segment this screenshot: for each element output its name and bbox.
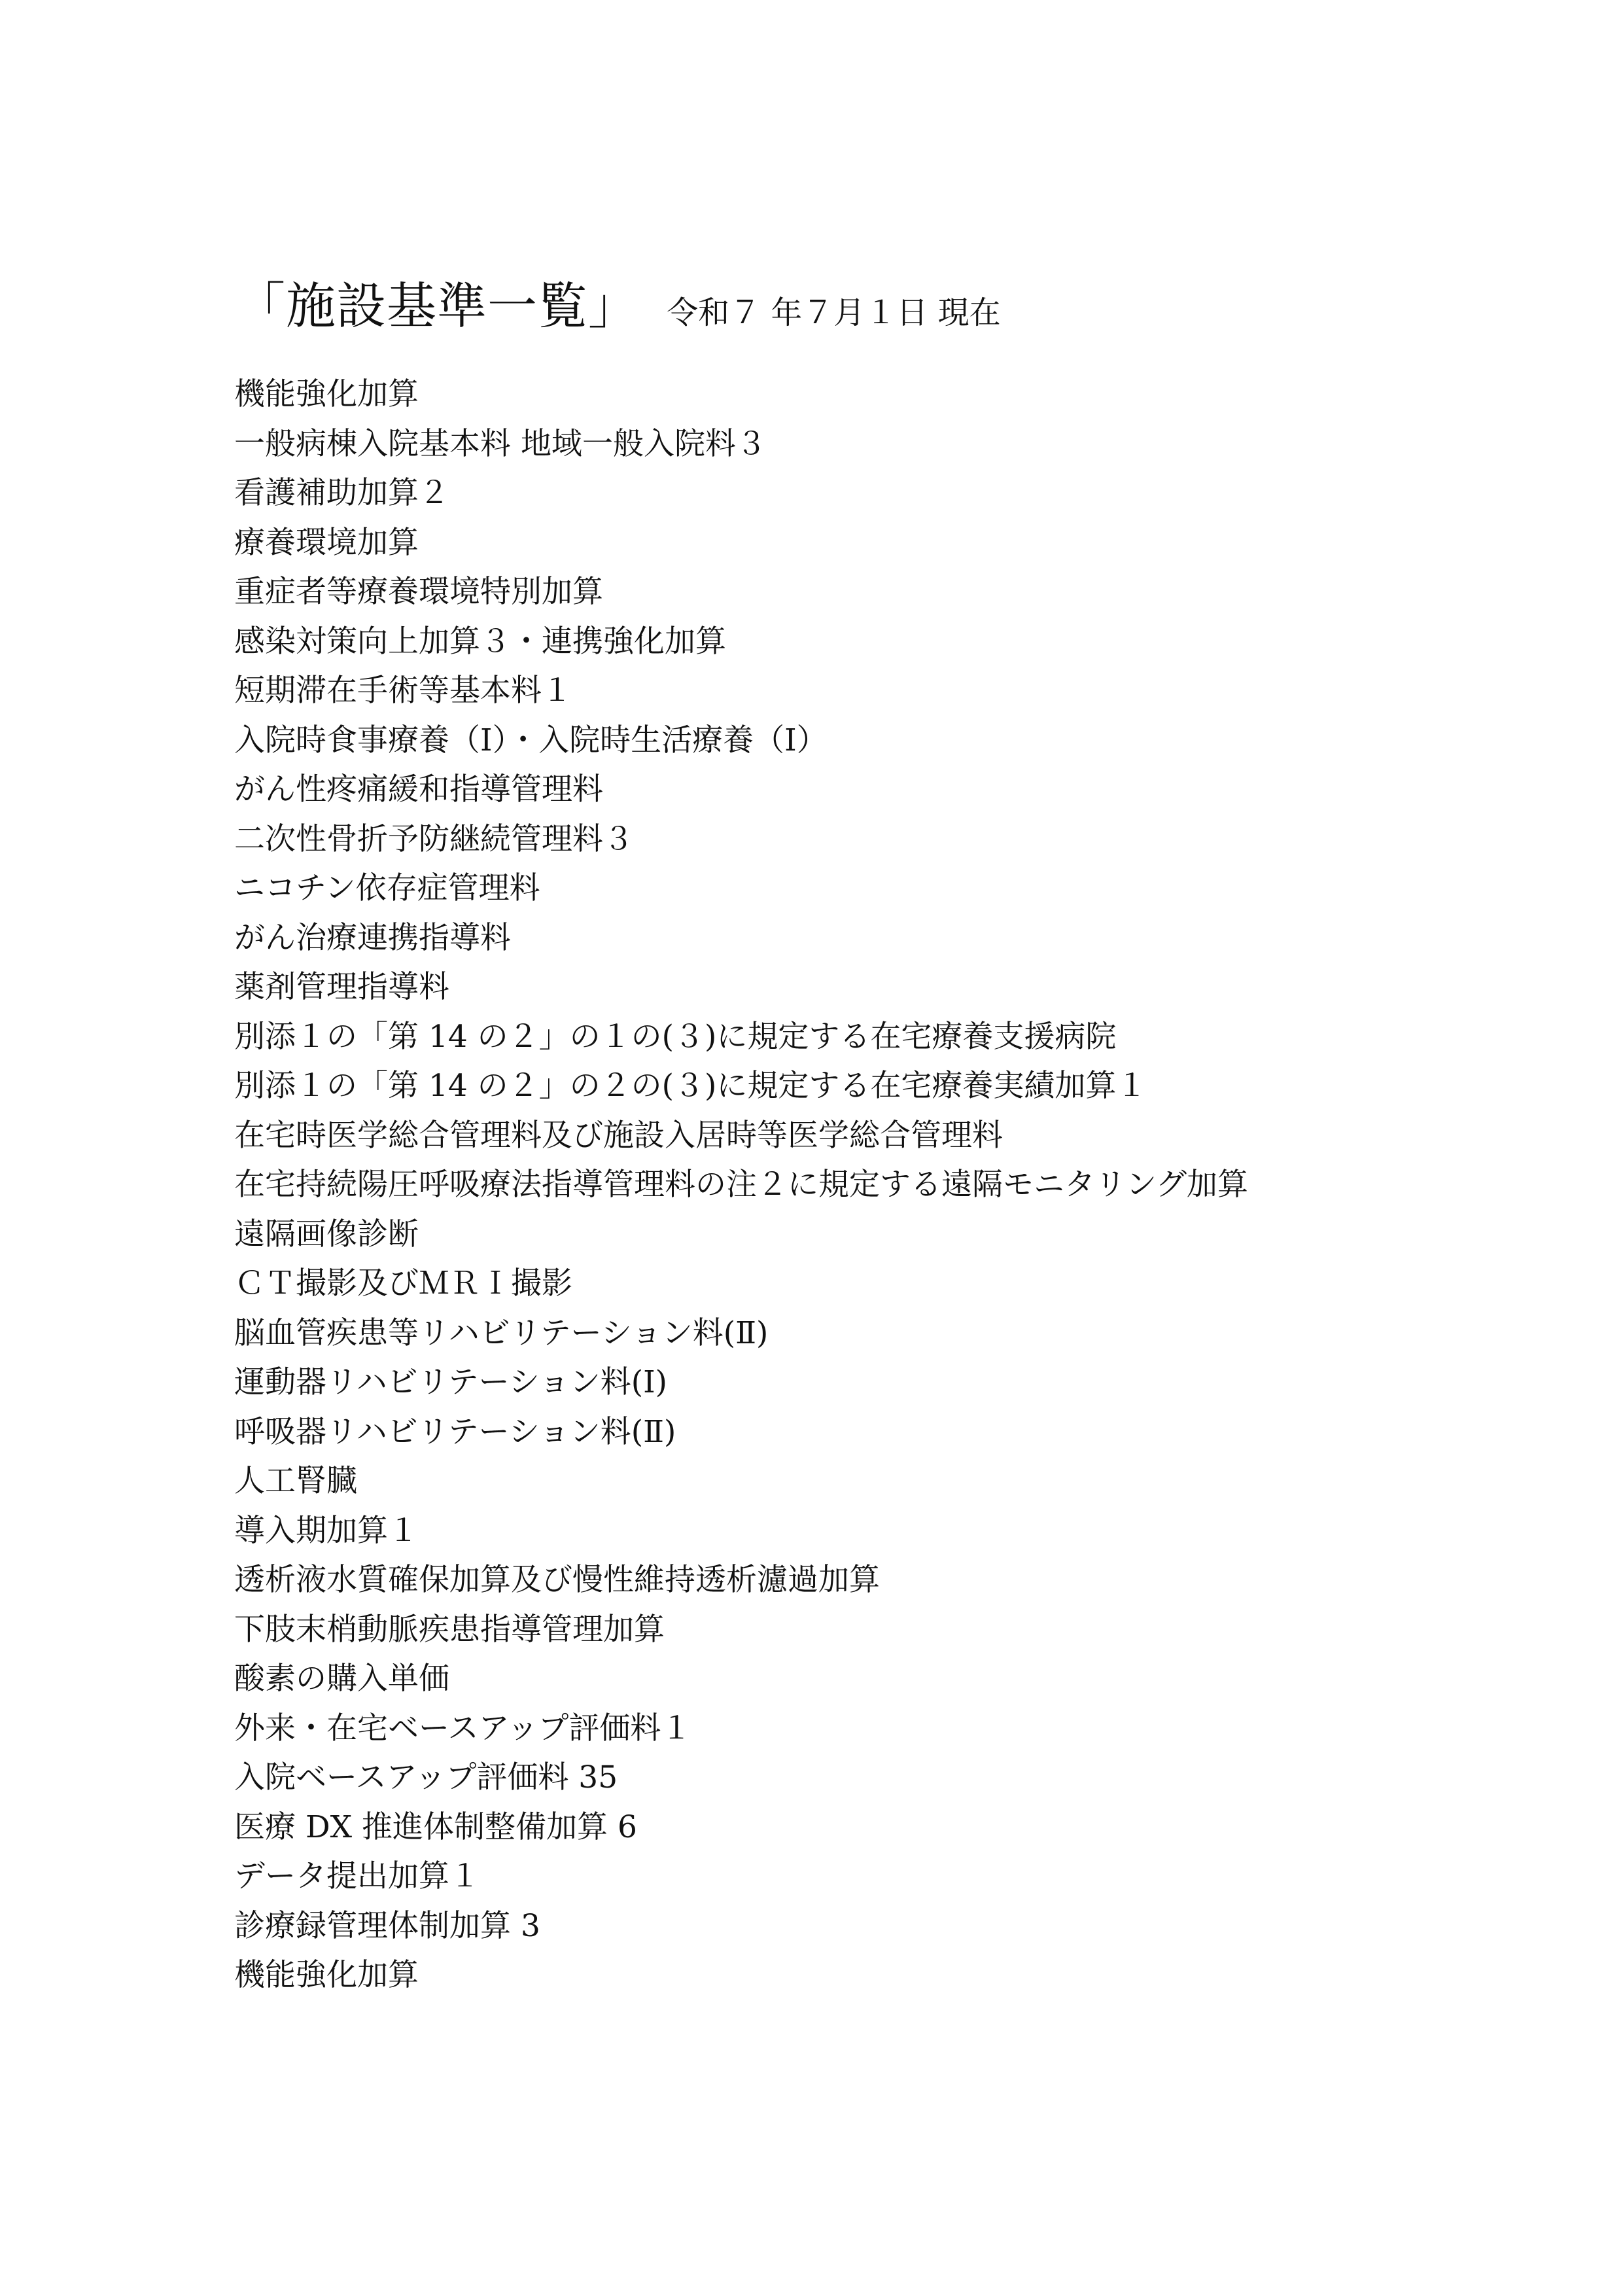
list-item: 二次性骨折予防継続管理料３ [234,821,634,857]
list-item: 重症者等療養環境特別加算 [234,574,603,610]
list-item: 人工腎臓 [234,1463,357,1499]
list-item: 在宅持続陽圧呼吸療法指導管理料の注２に規定する遠隔モニタリング加算 [234,1167,1249,1203]
list-item: 運動器リハビリテーション料(Ⅰ) [234,1364,668,1400]
page-title: 「施設基準一覧」 [236,277,638,335]
list-item: 導入期加算１ [234,1512,419,1549]
facility-standards-list [234,370,1248,2000]
list-item: データ提出加算１ [234,1858,480,1894]
list-item: 感染対策向上加算３・連携強化加算 [234,623,726,660]
list-item: 薬剤管理指導料 [234,969,449,1005]
list-item: 外来・在宅ベースアップ評価料１ [234,1710,692,1746]
list-item: 下肢末梢動脈疾患指導管理加算 [234,1611,665,1648]
list-item: がん性疼痛緩和指導管理料 [234,771,603,807]
list-item: 機能強化加算 [234,1957,419,1993]
list-item: 入院時食事療養（Ⅰ）・入院時生活療養（Ⅰ） [234,722,828,758]
list-item: 透析液水質確保加算及び慢性維持透析濾過加算 [234,1562,880,1598]
list-item: 酸素の購入単価 [234,1661,449,1697]
list-item: 脳血管疾患等リハビリテーション料(Ⅱ) [234,1315,769,1351]
list-item: 診療録管理体制加算 3 [234,1907,540,1944]
list-item: 遠隔画像診断 [234,1216,419,1252]
list-item: 入院ベースアップ評価料 35 [234,1759,618,1795]
list-item: 療養環境加算 [234,524,419,561]
list-item: 短期滞在手術等基本料１ [234,673,572,709]
list-item: 呼吸器リハビリテーション料(Ⅱ) [234,1413,676,1450]
list-item: 医療 DX 推進体制整備加算 6 [234,1809,637,1845]
list-item: ニコチン依存症管理料 [234,870,540,906]
list-item: 看護補助加算２ [234,475,449,511]
list-item: 別添１の「第 14 の２」の１の(３)に規定する在宅療養支援病院 [234,1018,1117,1055]
list-item: 別添１の「第 14 の２」の２の(３)に規定する在宅療養実績加算１ [234,1068,1147,1104]
list-item: がん治療連携指導料 [234,919,511,956]
list-item: 一般病棟入院基本料 地域一般入院料３ [234,425,767,462]
list-item: 機能強化加算 [234,376,419,412]
as-of-date: 令和７ 年７月１日 現在 [667,294,1001,331]
list-item: ＣＴ撮影及びＭＲＩ撮影 [234,1265,572,1301]
list-item: 在宅時医学総合管理料及び施設入居時等医学総合管理料 [234,1117,1003,1154]
document-header [236,277,1001,335]
